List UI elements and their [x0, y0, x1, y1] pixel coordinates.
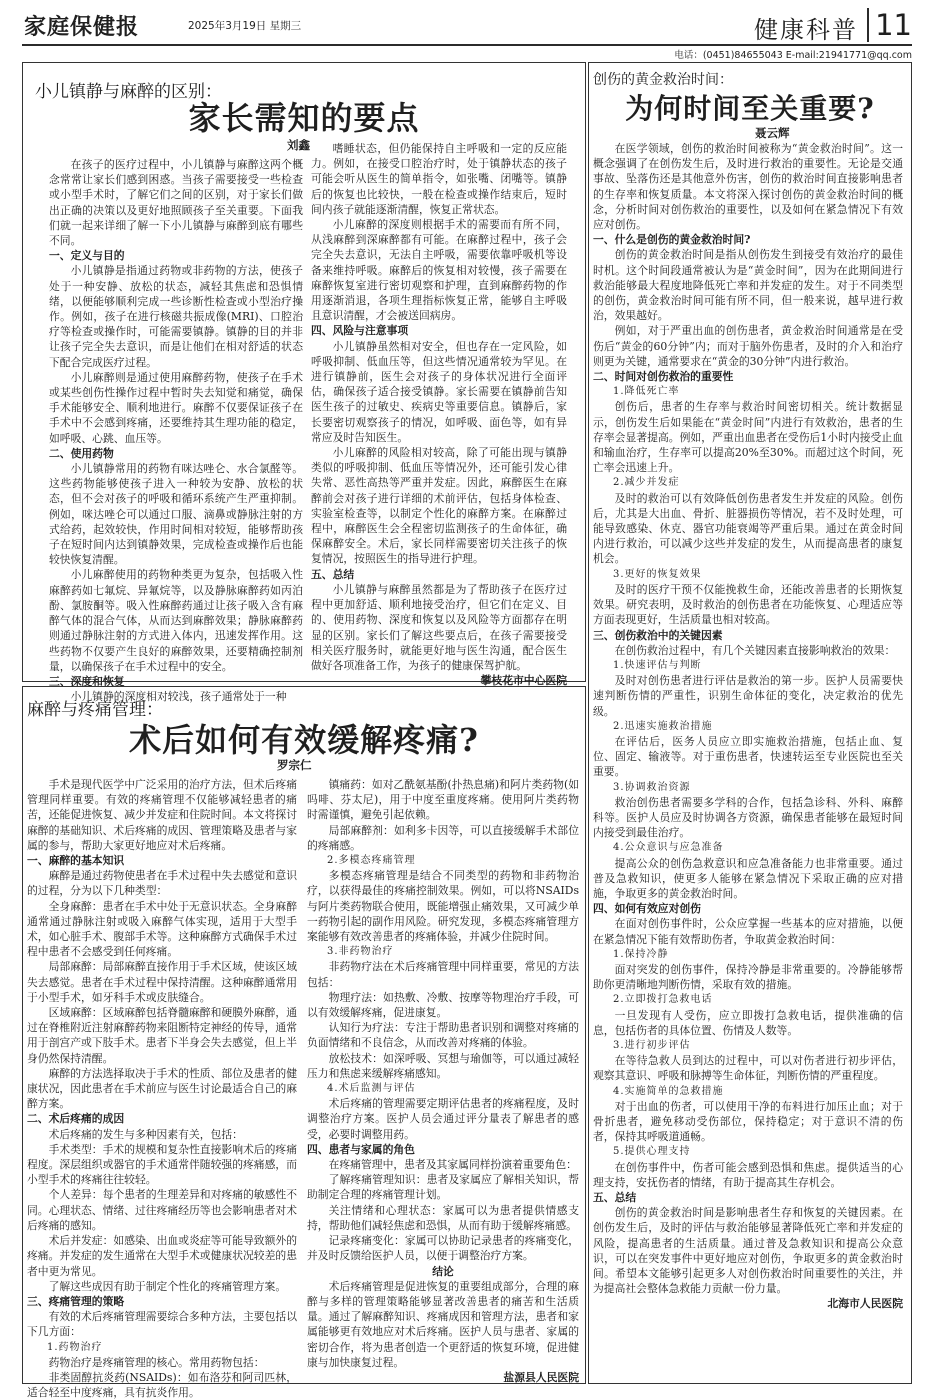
- paragraph: 一旦发现有人受伤，应立即拨打急救电话，提供准确的信息，包括伤者的具体位置、伤情及人数等。: [593, 1008, 903, 1037]
- paragraph: 非类固醇抗炎药(NSAIDs)：如布洛芬和阿司匹林，适合轻至中度疼痛，具有抗炎作用。: [27, 1370, 297, 1400]
- paragraph: 小儿镇静虽然相对安全，但也存在一定风险，如呼吸抑制、低血压等，但这些情况通常较为罕见。在进行镇静前，医生会对孩子的身体状况进行全面评估，确保孩子适合接受镇静。家长需要在镇静前告知医生孩子的过敏史、疾病史等重要信息。镇静后，家长要密切观察孩子的情况，如呼吸、面色等，如有异常应及时告知医生。: [311, 339, 567, 444]
- subheading: 1.保持冷静: [613, 948, 669, 960]
- subheading: 3.进行初步评估: [613, 1039, 691, 1051]
- paragraph: 及时的医疗干预不仅能挽救生命，还能改善患者的长期恢复效果。研究表明，及时救治的创伤患者在功能恢复、心理适应等方面表现更好，生活质量也相对较高。: [593, 582, 903, 627]
- paragraph: 多模态疼痛管理是结合不同类型的药物和非药物治疗，以获得最佳的疼痛控制效果。例如，可以将NSAIDs与阿片类药物联合使用，既能增强止痛效果，又可减少单一药物引起的副作用风险。研究发现，多模态疼痛管理方案能够有效改善患者的疼痛体验，并减少住院时间。: [307, 869, 579, 944]
- paragraph: 记录疼痛变化：家属可以协助记录患者的疼痛变化，并及时反馈给医护人员，以便于调整治疗方案。: [307, 1234, 579, 1263]
- source-hospital: 盐源县人民医院: [503, 1370, 579, 1384]
- article-body: [593, 141, 903, 1377]
- paragraph: 在面对创伤事件时，公众应掌握一些基本的应对措施，以便在紧急情况下能有效帮助伤者，争取黄金救治时间：: [593, 917, 903, 946]
- paragraph: 术后疼痛的发生与多种因素有关，包括：: [48, 1127, 243, 1141]
- article-golden-hour-trauma: [588, 62, 912, 1384]
- paragraph: 物理疗法：如热敷、冷敷、按摩等物理治疗手段，可以有效缓解疼痛，促进康复。: [307, 990, 579, 1020]
- paragraph: 创伤后，患者的生存率与救治时间密切相关。统计数据显示，创伤发生后如果能在“黄金时间”内进行有效救治，患者的生存率会显著提高。例如，严重出血患者在受伤后1小时内接受止血和输血治疗，生存率可以提高20%至30%。而超过这个时间，死亡率会迅速上升。: [593, 400, 903, 475]
- paragraph: 创伤的黄金救治时间是影响患者生存和恢复的关键因素。在创伤发生后，及时的评估与救治能够显著降低死亡率和并发症的风险，提高患者的生活质量。通过普及急救知识和提高公众意识，可以在突发事件中更好地应对创伤，争取更多的黄金救治时间。希望本文能够引起更多人对创伤救治时间重要性的关注，并为提高社会整体急救能力贡献一份力量。: [593, 1206, 903, 1296]
- section-heading: 结论: [432, 1264, 454, 1278]
- article-kicker: 麻醉与疼痛管理：: [27, 700, 163, 720]
- paragraph: 术后并发症：如感染、出血或炎症等可能导致额外的疼痛。并发症的发生通常在大型手术或健康状况较差的患者中更为常见。: [27, 1234, 297, 1278]
- section-heading: 三、创伤救治中的关键因素: [593, 628, 723, 642]
- subheading: 3.更好的恢复效果: [613, 568, 702, 580]
- paragraph: 在孩子的医疗过程中，小儿镇静与麻醉这两个概念常常让家长们感到困惑。当孩子需要接受一些检查或小型手术时，了解它们之间的区别，对于家长们做出正确的决策以及更好地照顾孩子至关重要。下面我们就一起来详细了解一下小儿镇静与麻醉到底有哪些不同。: [49, 158, 303, 248]
- issue-date: 2025年3月19日 星期三: [188, 20, 302, 32]
- paragraph: 麻醉的方法选择取决于手术的性质、部位及患者的健康状况，因此患者在手术前应与医生讨论最适合自己的麻醉方案。: [27, 1066, 297, 1111]
- paragraph: 个人差异：每个患者的生理差异和对疼痛的敏感性不同。心理状态、情绪、过往疼痛经历等也会影响患者对术后疼痛的感知。: [27, 1188, 297, 1232]
- contact-info: 电话：(0451)84655043 E-mail:21941771@qq.com: [674, 50, 912, 61]
- source-hospital: 攀枝花市中心医院: [480, 674, 567, 688]
- section-heading: 五、总结: [593, 1191, 637, 1205]
- section-heading: 三、深度和恢复: [49, 674, 125, 688]
- paragraph: 镇痛药：如对乙酰氨基酚(扑热息痛)和阿片类药物(如吗啡、芬太尼)，用于中度至重度疼痛。使用阿片类药物时需谨慎，避免引起依赖。: [307, 778, 579, 822]
- article-headline: 为何时间至关重要?: [625, 92, 875, 125]
- paragraph: 创伤的黄金救治时间是指从创伤发生到接受有效治疗的最佳时机。这个时间段通常被认为是“黄金时间”，因为在此期间进行救治能够最大程度地降低死亡率和并发症的发生。对于不同类型的创伤，黄金救治时间可能有所不同，但一般来说，越早进行救治，效果越好。: [593, 248, 903, 323]
- subheading: 2.减少并发症: [613, 477, 680, 489]
- subheading: 1.快速评估与判断: [613, 659, 702, 671]
- section-heading: 三、疼痛管理的策略: [27, 1294, 125, 1308]
- paragraph: 药物治疗是疼痛管理的核心。常用药物包括：: [48, 1355, 265, 1369]
- paragraph: 手术类型：手术的规模和复杂性直接影响术后的疼痛程度。深层组织或器官的手术通常伴随较强的疼痛感，而小型手术的疼痛往往较轻。: [27, 1142, 297, 1187]
- section-name: 健康科普: [754, 16, 858, 44]
- paragraph: 了解疼痛管理知识：患者及家属应了解相关知识，帮助制定合理的疼痛管理计划。: [307, 1173, 579, 1202]
- article-kicker: 创伤的黄金救治时间：: [593, 72, 733, 88]
- paragraph: 及时的救治可以有效降低创伤患者发生并发症的风险。创伤后，尤其是大出血、骨折、脏器损伤等情况，若不及时处理，可能导致感染、休克、器官功能衰竭等严重后果。通过在黄金时间内进行救治，可以减少这些并发症的发生，从而提高患者的康复机会。: [593, 491, 903, 566]
- subheading: 4.实施简单的急救措施: [613, 1085, 724, 1097]
- subheading: 2.迅速实施救治措施: [613, 720, 713, 732]
- section-heading: 一、定义与目的: [49, 249, 125, 263]
- section-heading: 二、术后疼痛的成因: [27, 1112, 125, 1126]
- subheading: 4.公众意识与应急准备: [613, 842, 724, 854]
- article-author: 罗宗仁: [277, 758, 312, 772]
- article-author: 聂云辉: [755, 126, 790, 140]
- section-heading: 二、时间对创伤救治的重要性: [593, 370, 734, 384]
- section-heading: 一、麻醉的基本知识: [27, 854, 125, 868]
- paragraph: 局部麻醉剂：如利多卡因等，可以直接缓解手术部位的疼痛感。: [307, 823, 579, 852]
- article-author: 刘鑫: [287, 138, 310, 152]
- article-column-2: [307, 777, 579, 1384]
- paragraph: 救治创伤患者需要多学科的合作，包括急诊科、外科、麻醉科等。医护人员应及时协调各方资源，确保患者能够在最短时间内接受到最佳治疗。: [593, 795, 903, 840]
- paragraph: 小儿麻醉的深度则根据手术的需要而有所不同，从浅麻醉到深麻醉都有可能。在麻醉过程中，孩子会完全失去意识，无法自主呼吸，需要依靠呼吸机等设备来维持呼吸。麻醉后的恢复相对较慢，孩子需要在麻醉恢复室进行密切观察和护理，直到麻醉药物的作用逐渐消退，各项生理指标恢复正常，能够自主呼吸且意识清醒，才会被送回病房。: [311, 218, 567, 323]
- section-heading: 五、总结: [311, 567, 355, 581]
- paragraph: 小儿镇静常用的药物有咪达唑仑、水合氯醛等。这些药物能够使孩子进入一种较为安静、放松的状态，但不会对孩子的呼吸和循环系统产生严重抑制。例如，咪达唑仑可以通过口服、滴鼻或静脉注射的方式给药，起效较快，作用时间相对较短，能够帮助孩子在短时间内达到镇静效果，完成检查或操作后也能较快恢复清醒。: [49, 462, 303, 567]
- paragraph: 在创伤救治过程中，有几个关键因素直接影响救治的效果：: [614, 643, 896, 657]
- page-number: 11: [867, 8, 912, 42]
- masthead: [22, 8, 912, 46]
- section-heading: 一、什么是创伤的黄金救治时间?: [593, 233, 751, 247]
- paragraph: 关注情绪和心理状态：家属可以为患者提供情感支持，帮助他们减轻焦虑和恐惧，从而有助于缓解疼痛感。: [307, 1203, 579, 1232]
- paragraph: 小儿麻醉的风险相对较高，除了可能出现与镇静类似的呼吸抑制、低血压等情况外，还可能引发心律失常、恶性高热等严重并发症。因此，麻醉医生在麻醉前会对孩子进行详细的术前评估，包括身体检查、实验室检查等，以制定个性化的麻醉方案。在麻醉过程中，麻醉医生会全程密切监测孩子的生命体征，确保麻醉安全。术后，家长同样需要密切关注孩子的恢复情况，按照医生的指导进行护理。: [311, 446, 567, 566]
- paragraph: 小儿镇静是指通过药物或非药物的方法，使孩子处于一种安静、放松的状态，减轻其焦虑和恐惧情绪，以便能够顺利完成一些诊断性检查或小型治疗操作。例如，孩子在进行核磁共振成像(MRI)、口腔治疗等检查或操作时，可能需要镇静。镇静的目的并非让孩子完全失去意识，而是让他们在相对舒适的状态下配合完成医疗过程。: [49, 264, 303, 369]
- paragraph: 在医学领域，创伤的救治时间被称为“黄金救治时间”。这一概念强调了在创伤发生后，及时进行救治的重要性。无论是交通事故、坠落伤还是其他意外伤害，创伤的救治时间直接影响患者的生存率和恢复质量。本文将深入探讨创伤的黄金救治时间的概念，分析时间对创伤救治的重要性，以及如何在紧急情况下有效应对创伤。: [593, 142, 903, 232]
- subheading: 4.术后监测与评估: [327, 1083, 416, 1095]
- paragraph: 麻醉是通过药物使患者在手术过程中失去感觉和意识的过程，分为以下几种类型：: [27, 869, 297, 898]
- paper-name: 家庭保健报: [24, 14, 140, 40]
- article-postoperative-pain: [22, 686, 586, 1400]
- paragraph: 区域麻醉：区域麻醉包括脊髓麻醉和硬膜外麻醉，通过在脊椎附近注射麻醉药物来阻断特定神经的传导，通常用于剖宫产或下肢手术。患者下半身会失去感觉，但上半身仍然保持清醒。: [27, 1006, 297, 1065]
- section-heading: 二、使用药物: [49, 446, 114, 460]
- paragraph: 嗜睡状态，但仍能保持自主呼吸和一定的反应能力。例如，在接受口腔治疗时，处于镇静状态的孩子可能会听从医生的简单指令，如张嘴、闭嘴等。镇静后的恢复也比较快，一般在检查或操作结束后，短时间内孩子就能逐渐清醒，恢复正常状态。: [311, 142, 567, 216]
- paragraph: 放松技术：如深呼吸、冥想与瑜伽等，可以通过减轻压力和焦虑来缓解疼痛感知。: [307, 1051, 579, 1080]
- subheading: 1.降低死亡率: [613, 386, 680, 398]
- subheading: 2.立即拨打急救电话: [613, 994, 713, 1006]
- paragraph: 小儿镇静的深度相对较浅，孩子通常处于一种: [70, 690, 287, 704]
- article-headline: 术后如何有效缓解疼痛?: [129, 721, 479, 759]
- paragraph: 认知行为疗法：专注于帮助患者识别和调整对疼痛的负面情绪和不良信念，从而改善对疼痛的体验。: [307, 1021, 579, 1050]
- paragraph: 在疼痛管理中，患者及其家属同样扮演着重要角色：: [328, 1158, 577, 1172]
- article-column-1: [27, 777, 297, 1400]
- article-headline: 家长需知的要点: [188, 99, 420, 137]
- paragraph: 局部麻醉：局部麻醉直接作用于手术区域，使该区域失去感觉。患者在手术过程中保持清醒。这种麻醉通常用于小型手术，如牙科手术或皮肤缝合。: [27, 960, 297, 1004]
- paragraph: 术后疼痛的管理需要定期评估患者的疼痛程度，及时调整治疗方案。医护人员会通过评分量表了解患者的感受，必要时调整用药。: [307, 1097, 579, 1141]
- article-column-2: [311, 141, 567, 688]
- article-kicker: 小儿镇静与麻醉的区别：: [35, 82, 222, 102]
- section-heading: 四、如何有效应对创伤: [593, 902, 701, 916]
- paragraph: 及时对创伤患者进行评估是救治的第一步。医护人员需要快速判断伤情的严重性，识别生命体征的变化，决定救治的优先级。: [593, 674, 903, 718]
- section-heading: 四、患者与家属的角色: [307, 1142, 415, 1156]
- paragraph: 手术是现代医学中广泛采用的治疗方法，但术后疼痛管理同样重要。有效的疼痛管理不仅能够减轻患者的痛苦，还能促进恢复、减少并发症和住院时间。本文将探讨麻醉的基础知识、术后疼痛的成因、管理策略及患者与家属的参与，帮助大家更好地应对术后疼痛。: [27, 778, 297, 852]
- subheading: 3.协调救治资源: [613, 781, 691, 793]
- source-hospital: 北海市人民医院: [827, 1297, 903, 1311]
- paragraph: 小儿麻醉使用的药物种类更为复杂，包括吸入性麻醉药如七氟烷、异氟烷等，以及静脉麻醉药如丙泊酚、氯胺酮等。吸入性麻醉药通过让孩子吸入含有麻醉气体的混合气体，从而达到麻醉效果；静脉麻醉药则通过静脉注射的方式进入体内，迅速发挥作用。这些药物不仅要产生良好的麻醉效果，还要精确控制剂量，以确保孩子在手术过程中的安全。: [49, 568, 303, 673]
- paragraph: 小儿麻醉则是通过使用麻醉药物，使孩子在手术或某些创伤性操作过程中暂时失去知觉和痛觉，确保手术能够安全、顺利地进行。麻醉不仅要保证孩子在手术中不会感到疼痛，还要维持其生理功能的稳定，如呼吸、心跳、血压等。: [49, 370, 303, 445]
- paragraph: 了解这些成因有助于制定个性化的疼痛管理方案。: [48, 1279, 287, 1293]
- subheading: 2.多模态疼痛管理: [327, 855, 416, 867]
- paragraph: 小儿镇静与麻醉虽然都是为了帮助孩子在医疗过程中更加舒适、顺利地接受治疗，但它们在定义、目的、使用药物、深度和恢复以及风险等方面都存在明显的区别。家长们了解这些要点后，在孩子需要接受相关医疗服务时，就能更好地与医生沟通，配合医生做好各项准备工作，为孩子的健康保驾护航。: [311, 582, 567, 672]
- paragraph: 术后疼痛管理是促进恢复的重要组成部分，合理的麻醉与多样的管理策略能够显著改善患者的痛苦和生活质量。通过了解麻醉知识、疼痛成因和管理方法，患者和家属能够更有效地应对术后疼痛。医护人员与患者、家属的密切合作，将为患者创造一个更舒适的恢复环境，促进健康与加快康复过程。: [307, 1279, 579, 1369]
- article-sedation-anesthesia: [22, 62, 586, 704]
- paragraph: 全身麻醉：患者在手术中处于无意识状态。全身麻醉通常通过静脉注射或吸入麻醉气体实现，适用于大型手术，如心脏手术、腹部手术等。这种麻醉方式确保手术过程中患者不会感受到任何疼痛。: [27, 899, 297, 959]
- article-column-1: [49, 157, 303, 704]
- paragraph: 提高公众的创伤急救意识和应急准备能力也非常重要。通过普及急救知识，使更多人能够在紧急情况下采取正确的应对措施，争取更多的黄金救治时间。: [593, 856, 903, 900]
- paragraph: 在创伤事件中，伤者可能会感到恐惧和焦虑。提供适当的心理支持，安抚伤者的情绪，有助于提高其生存机会。: [593, 1160, 903, 1189]
- paragraph: 在评估后，医务人员应立即实施救治措施，包括止血、复位、固定、输液等。对于重伤患者，快速转运至专业医院也至关重要。: [593, 734, 903, 779]
- subheading: 5.提供心理支持: [613, 1146, 691, 1158]
- section-heading: 四、风险与注意事项: [311, 324, 409, 338]
- paragraph: 有效的术后疼痛管理需要综合多种方法，主要包括以下几方面：: [27, 1310, 297, 1339]
- paragraph: 在等待急救人员到达的过程中，可以对伤者进行初步评估，观察其意识、呼吸和脉搏等生命体征，判断伤情的严重程度。: [593, 1054, 903, 1083]
- paragraph: 例如，对于严重出血的创伤患者，黄金救治时间通常是在受伤后“黄金的60分钟”内；而对于脑外伤患者，及时的介入和治疗则更为关键，通常要求在“黄金的30分钟”内进行救治。: [593, 324, 903, 368]
- paragraph: 对于出血的伤者，可以使用干净的布料进行加压止血；对于骨折患者，避免移动受伤部位，保持稳定；对于意识不清的伤者，保持其呼吸道通畅。: [593, 1099, 903, 1144]
- paragraph: 面对突发的创伤事件，保持冷静是非常重要的。冷静能够帮助你更清晰地判断伤情，采取有效的措施。: [593, 962, 903, 992]
- paragraph: 非药物疗法在术后疼痛管理中同样重要，常见的方法包括：: [307, 960, 579, 989]
- subheading: 3.非药物治疗: [327, 946, 394, 958]
- subheading: 1.药物治疗: [47, 1341, 103, 1353]
